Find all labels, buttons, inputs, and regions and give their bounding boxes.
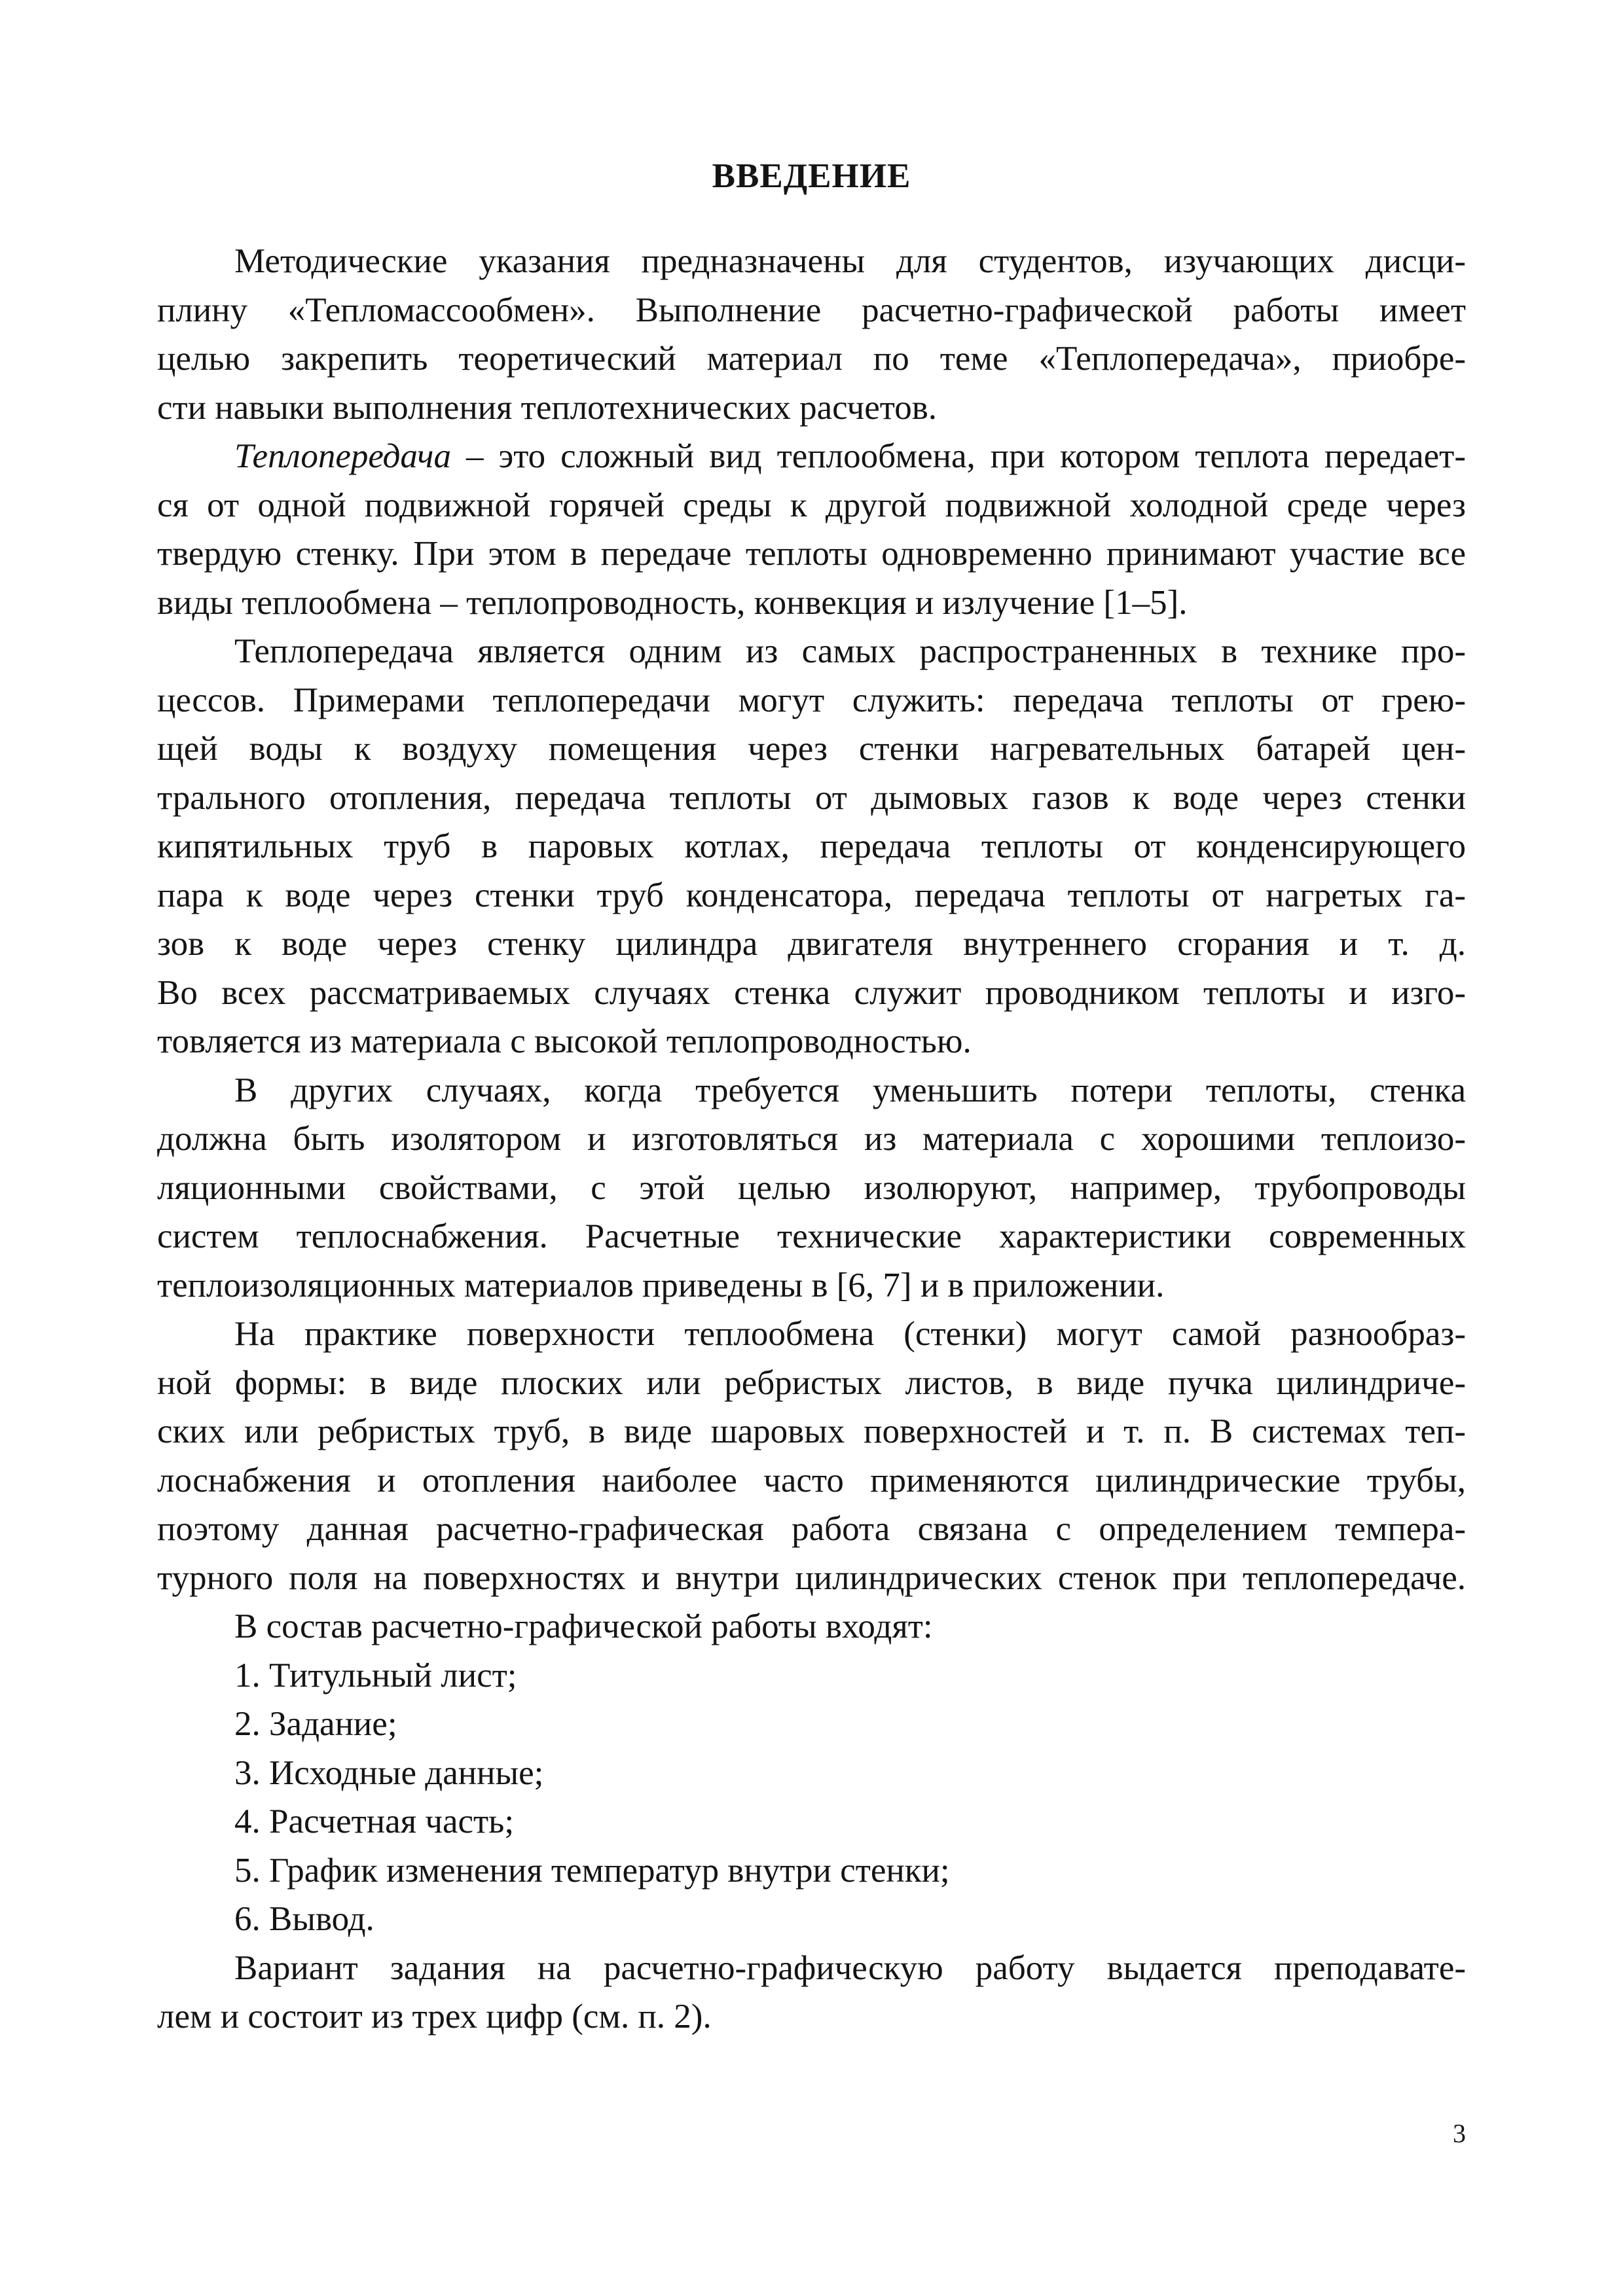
text-line: кипятильных труб в паровых котлах, передача теплоты от конденсирующего <box>157 827 1466 865</box>
term-heat-transfer: Теплопередача <box>234 437 451 475</box>
text-line: теплоизоляционных материалов приведены в [6, 7] и в приложении. <box>157 1266 1165 1304</box>
text-line: ляционными свойствами, с этой целью изолюруют, например, трубопроводы <box>157 1168 1466 1207</box>
text-line: пара к воде через стенки труб конденсатора, передача теплоты от нагретых га- <box>157 876 1466 914</box>
list-item: 3. Исходные данные; <box>234 1753 544 1792</box>
text-line: ских или ребристых труб, в виде шаровых поверхностей и т. п. В системах теп- <box>157 1412 1466 1450</box>
text-line: зов к воде через стенку цилиндра двигателя внутреннего сгорания и т. д. <box>157 925 1466 963</box>
text-line: сти навыки выполнения теплотехнических расчетов. <box>157 388 937 427</box>
text-line: В состав расчетно-графической работы входят: <box>234 1607 933 1645</box>
text-line: Во всех рассматриваемых случаях стенка служит проводником теплоты и изго- <box>157 973 1466 1012</box>
text-line: виды теплообмена – теплопроводность, конвекция и излучение [1–5]. <box>157 583 1188 622</box>
text-line: цессов. Примерами теплопередачи могут служить: передача теплоты от грею- <box>157 681 1466 719</box>
text-line: турного поля на поверхностях и внутри цилиндрических стенок при теплопередаче. <box>157 1558 1466 1597</box>
text-line: щей воды к воздуху помещения через стенки нагревательных батарей цен- <box>157 730 1466 768</box>
page-title: ВВЕДЕНИЕ <box>712 157 911 195</box>
paragraph-insulation <box>157 1066 1466 1310</box>
list-item: 6. Вывод. <box>234 1900 374 1938</box>
body-text <box>157 237 1466 2041</box>
paragraph-variant <box>157 1944 1466 2041</box>
list-item: 2. Задание; <box>234 1705 397 1743</box>
page-number: 3 <box>1453 2119 1466 2148</box>
paragraph-definition <box>157 432 1466 627</box>
text-line: В других случаях, когда требуется уменьшить потери теплоты, стенка <box>234 1071 1466 1109</box>
paragraph-contents-intro <box>157 1602 1466 1651</box>
text-line: Методические указания предназначены для студентов, изучающих дисци- <box>234 242 1466 280</box>
text-line: систем теплоснабжения. Расчетные технические характеристики современных <box>157 1217 1466 1255</box>
text-line: лем и состоит из трех цифр (см. п. 2). <box>157 1998 712 2036</box>
text-line: ной формы: в виде плоских или ребристых листов, в виде пучка цилиндриче- <box>157 1363 1466 1402</box>
text-line: плину «Тепломассообмен». Выполнение расчетно-графической работы имеет <box>157 291 1466 329</box>
list-item: 4. Расчетная часть; <box>234 1803 515 1840</box>
text-line: На практике поверхности теплообмена (стенки) могут самой разнообраз- <box>234 1315 1466 1353</box>
text-line: товляется из материала с высокой теплопроводностью. <box>157 1022 972 1060</box>
text-fragment: – это сложный вид теплообмена, при котором теплота передает- <box>450 437 1466 475</box>
text-line: лоснабжения и отопления наиболее часто применяются цилиндрические трубы, <box>157 1461 1466 1499</box>
text-line: ся от одной подвижной горячей среды к другой подвижной холодной среде через <box>157 486 1466 524</box>
text-line <box>157 432 1466 481</box>
text-line: целью закрепить теоретический материал по теме «Теплопередача», приобре- <box>157 340 1466 378</box>
contents-list <box>157 1651 1466 1944</box>
paragraph-examples <box>157 627 1466 1066</box>
text-line: Теплопередача является одним из самых распространенных в технике про- <box>234 632 1466 670</box>
list-item: 1. Титульный лист; <box>234 1656 517 1695</box>
paragraph-surfaces <box>157 1310 1466 1602</box>
text-line: Вариант задания на расчетно-графическую работу выдается преподавате- <box>234 1948 1466 1987</box>
text-line: поэтому данная расчетно-графическая работа связана с определением темпера- <box>157 1510 1466 1548</box>
text-line: твердую стенку. При этом в передаче теплоты одновременно принимают участие все <box>157 535 1466 573</box>
text-line: должна быть изолятором и изготовляться из материала с хорошими теплоизо- <box>157 1120 1466 1158</box>
text-line: трального отопления, передача теплоты от дымовых газов к воде через стенки <box>157 778 1466 817</box>
list-item: 5. График изменения температур внутри стенки; <box>234 1851 950 1890</box>
paragraph-intro <box>157 237 1466 432</box>
